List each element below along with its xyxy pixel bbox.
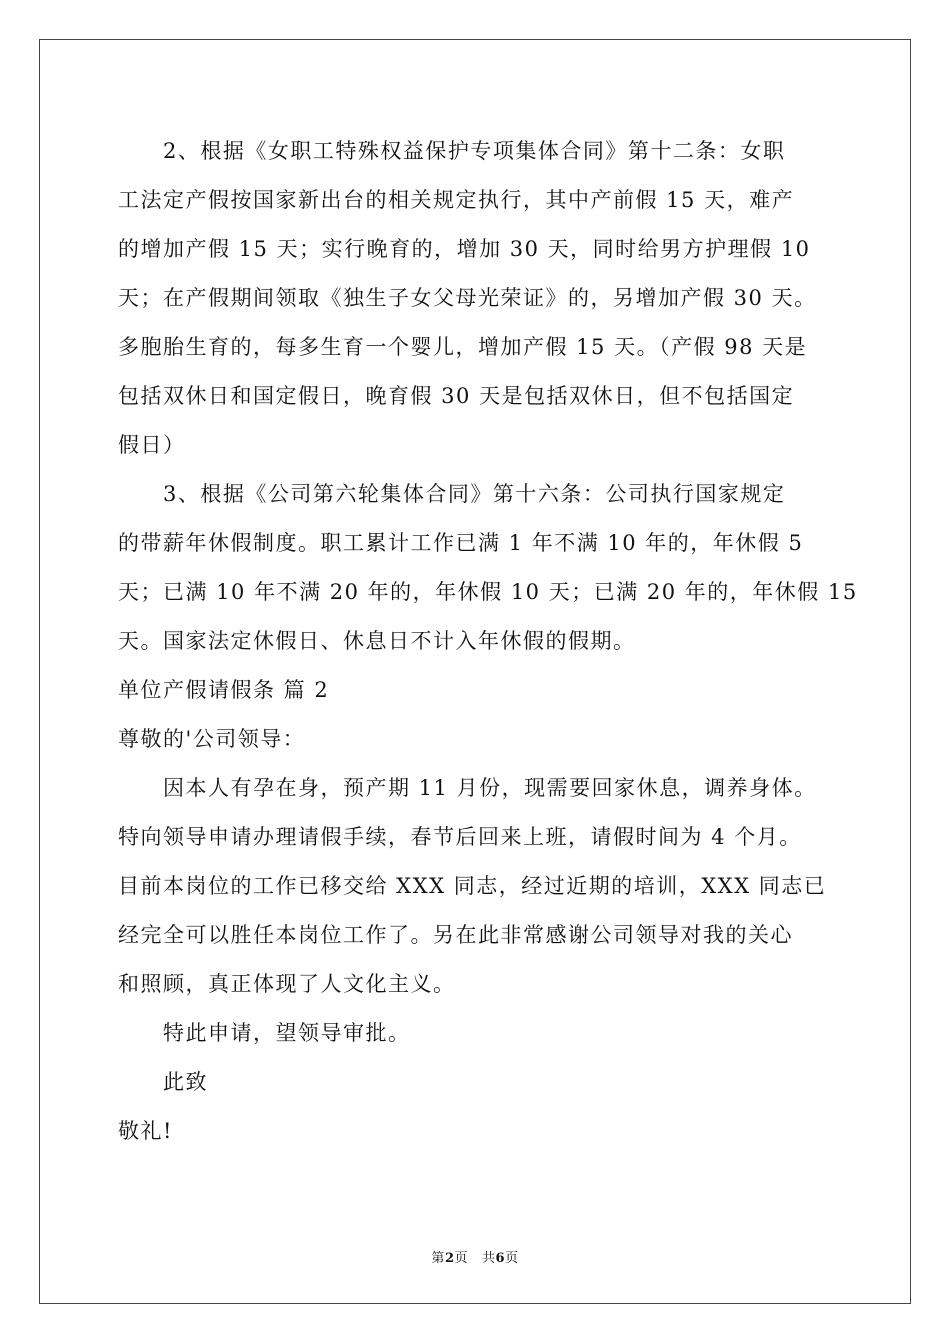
paragraph-line: 的带薪年休假制度。职工累计工作已满 1 年不满 10 年的，年休假 5: [118, 531, 804, 555]
paragraph-line: 目前本岗位的工作已移交给 XXX 同志，经过近期的培训，XXX 同志已: [118, 874, 827, 898]
paragraph-line: 3、根据《公司第六轮集体合同》第十六条：公司执行国家规定: [163, 482, 786, 506]
total-suffix: 页: [505, 1251, 519, 1266]
paragraph-line: 天；在产假期间领取《独生子女父母光荣证》的，另增加产假 30 天。: [118, 286, 817, 310]
paragraph-line: 和照顾，真正体现了人文化主义。: [118, 972, 456, 996]
salutation: 尊敬的'公司领导：: [118, 727, 306, 751]
page-prefix: 第: [431, 1251, 445, 1266]
page-suffix: 页: [454, 1251, 468, 1266]
page-total: 6: [495, 1251, 506, 1266]
paragraph-line: 天。国家法定休假日、休息日不计入年休假的假期。: [118, 629, 636, 653]
document-body: [118, 127, 858, 1156]
closing-salute: 敬礼!: [118, 1119, 173, 1143]
paragraph-line: 经完全可以胜任本岗位工作了。另在此非常感谢公司领导对我的关心: [118, 923, 793, 947]
paragraph-line: 因本人有孕在身，预产期 11 月份，现需要回家休息，调养身体。: [163, 776, 817, 800]
page-current: 2: [444, 1251, 455, 1266]
section-heading: 单位产假请假条 篇 2: [118, 678, 330, 702]
paragraph-line: 天；已满 10 年不满 20 年的，年休假 10 天；已满 20 年的，年休假 15: [118, 580, 858, 604]
page-footer: [0, 1247, 950, 1266]
closing-line: 此致: [163, 1070, 208, 1094]
paragraph-line: 特向领导申请办理请假手续，春节后回来上班，请假时间为 4 个月。: [118, 825, 802, 849]
paragraph-line: 包括双休日和国定假日，晚育假 30 天是包括双休日，但不包括国定: [118, 384, 795, 408]
total-prefix: 共: [482, 1251, 496, 1266]
paragraph-line: 的增加产假 15 天；实行晚育的，增加 30 天，同时给男方护理假 10: [118, 237, 811, 261]
paragraph-line: 2、根据《女职工特殊权益保护专项集体合同》第十二条：女职: [163, 139, 786, 163]
request-line: 特此申请，望领导审批。: [163, 1021, 411, 1045]
paragraph-line: 多胞胎生育的，每多生育一个婴儿，增加产假 15 天。（产假 98 天是: [118, 335, 808, 359]
paragraph-line: 工法定产假按国家新出台的相关规定执行，其中产前假 15 天，难产: [118, 188, 795, 212]
paragraph-line: 假日）: [118, 433, 186, 457]
